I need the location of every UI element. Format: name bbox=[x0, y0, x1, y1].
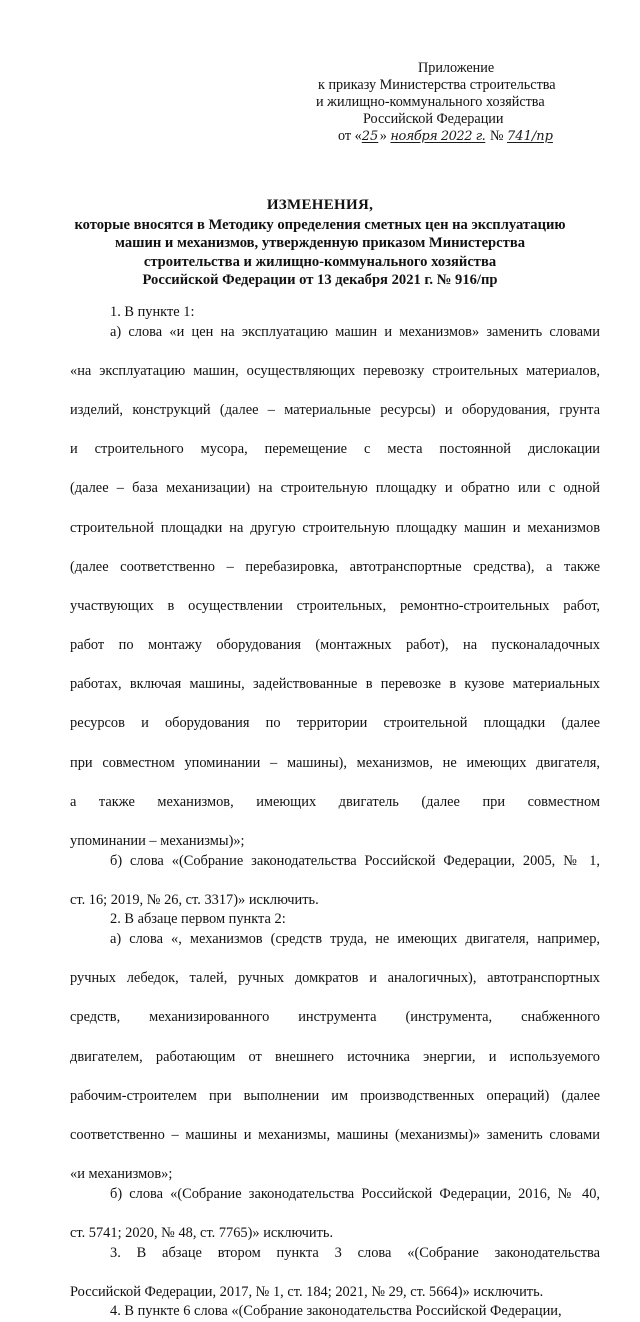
paragraph-line: средств, механизированного инструмента (инструмента, снабженного bbox=[70, 1009, 600, 1026]
title-line: Российской Федерации от 13 декабря 2021 г. № 916/пр bbox=[142, 272, 498, 288]
document-body bbox=[70, 303, 600, 1322]
paragraph-line: ручных лебедок, талей, ручных домкратов и аналогичных), автотранспортных bbox=[70, 970, 600, 987]
paragraph-line: работ по монтажу оборудования (монтажных работ), на пусконаладочных bbox=[70, 637, 600, 654]
appendix-header bbox=[308, 60, 608, 145]
paragraph-line: упоминании – механизмы)»; bbox=[70, 833, 245, 850]
paragraph-line: двигателем, работающим от внешнего источника энергии, и используемого bbox=[70, 1048, 600, 1065]
paragraph-line: (далее соответственно – перебазировка, автотранспортные средства), а также bbox=[70, 558, 600, 575]
paragraph-line: (далее – база механизации) на строительную площадку и обратно или с одной bbox=[70, 480, 600, 497]
paragraph-first-line: 3. В абзаце втором пункта 3 слова «(Собрание законодательства bbox=[110, 1244, 600, 1261]
paragraph-first-line: а) слова «и цен на эксплуатацию машин и механизмов» заменить словами bbox=[110, 323, 600, 340]
paragraph-line: и строительного мусора, перемещение с места постоянной дислокации bbox=[70, 441, 600, 458]
appendix-country-line: Российской Федерации bbox=[363, 111, 504, 127]
paragraph-line: «на эксплуатацию машин, осуществляющих перевозку строительных материалов, bbox=[70, 362, 600, 379]
number-label: № bbox=[489, 128, 504, 144]
title-line: строительства и жилищно-коммунального хозяйства bbox=[143, 253, 497, 270]
order-number-handwritten: 741/пр bbox=[507, 129, 553, 144]
paragraph-line: рабочим-строителем при выполнении им производственных операций) (далее bbox=[70, 1087, 600, 1104]
date-quote: » bbox=[379, 128, 387, 144]
paragraph-first-line: 2. В абзаце первом пункта 2: bbox=[110, 911, 286, 928]
paragraph-first-line: а) слова «, механизмов (средств труда, не имеющих двигателя, например, bbox=[110, 931, 600, 947]
paragraph-line: при совместном упоминании – машины), механизмов, не имеющих двигателя, bbox=[70, 754, 600, 771]
paragraph-first-line: 4. В пункте 6 слова «(Собрание законодательства Российской Федерации, bbox=[110, 1303, 562, 1320]
paragraph-first-line: б) слова «(Собрание законодательства Российской Федерации, 2016, № 40, bbox=[110, 1185, 600, 1202]
paragraph-first-line: 1. В пункте 1: bbox=[110, 304, 195, 320]
paragraph-line: ресурсов и оборудования по территории строительной площадки (далее bbox=[70, 715, 600, 732]
paragraph-line: соответственно – машины и механизмы, машины (механизмы)» заменить словами bbox=[70, 1126, 600, 1143]
paragraph-line: «и механизмов»; bbox=[70, 1166, 173, 1183]
paragraph-line: ст. 16; 2019, № 26, ст. 3317)» исключить. bbox=[70, 891, 319, 908]
title-line: машин и механизмов, утвержденную приказом Министерства bbox=[114, 235, 525, 251]
date-day-handwritten: 25 bbox=[361, 129, 379, 144]
title-line: которые вносятся в Методику определения сметных цен на эксплуатацию bbox=[74, 216, 566, 233]
paragraph-line: участвующих в осуществлении строительных, ремонтно-строительных работ, bbox=[70, 597, 600, 614]
paragraph-line: а также механизмов, имеющих двигатель (далее при совместном bbox=[70, 793, 600, 810]
appendix-order-line: к приказу Министерства строительства bbox=[318, 77, 556, 93]
paragraph-first-line: б) слова «(Собрание законодательства Российской Федерации, 2005, № 1, bbox=[110, 852, 600, 869]
date-month-handwritten: ноября 2022 г. bbox=[390, 129, 486, 144]
paragraph-line: Российской Федерации, 2017, № 1, ст. 184; 2021, № 29, ст. 5664)» исключить. bbox=[70, 1283, 544, 1300]
date-prefix: от « bbox=[338, 128, 362, 144]
document-title bbox=[40, 196, 600, 290]
paragraph-line: строительной площадки на другую строительную площадку машин и механизмов bbox=[70, 519, 600, 536]
paragraph-line: изделий, конструкций (далее – материальные ресурсы) и оборудования, грунта bbox=[70, 401, 600, 418]
appendix-ministry-line: и жилищно-коммунального хозяйства bbox=[316, 94, 545, 110]
appendix-label: Приложение bbox=[418, 60, 495, 76]
appendix-date-line bbox=[308, 128, 608, 145]
title-heading: ИЗМЕНЕНИЯ, bbox=[266, 197, 374, 213]
paragraph-line: ст. 5741; 2020, № 48, ст. 7765)» исключить. bbox=[70, 1224, 334, 1241]
paragraph-line: работах, включая машины, задействованные в перевозке в кузове материальных bbox=[70, 676, 600, 693]
